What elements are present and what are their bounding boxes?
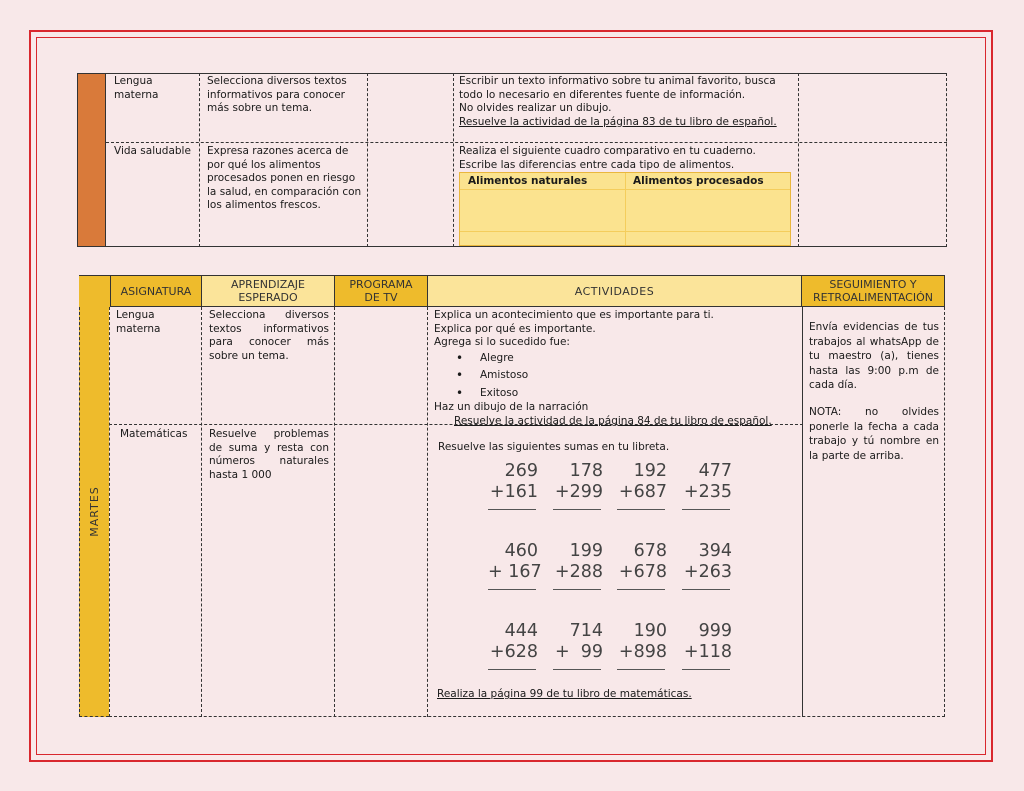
sum-addend-bottom: +898	[618, 642, 667, 662]
header-followup: SEGUIMIENTO Y RETROALIMENTACIÓN	[802, 275, 945, 307]
sum-line	[553, 669, 601, 670]
mood-options-list	[434, 352, 800, 401]
day-label: MARTES	[88, 486, 102, 537]
followup-text: Envía evidencias de tus trabajos al whatsApp de tu maestro (a), tienes hasta las 9:00 p.m de cada día.	[809, 321, 939, 391]
sum-problem	[553, 621, 603, 670]
main-row1-learning: Selecciona diversos textos informativos para conocer más sobre un tema.	[209, 309, 329, 362]
sum-problem	[682, 621, 732, 670]
main-row1-activity	[434, 309, 800, 428]
book-page-link[interactable]: Resuelve la actividad de la página 83 de tu libro de español.	[459, 115, 777, 128]
main-col-divider	[109, 307, 202, 717]
activity-line: Escribir un texto informativo sobre tu animal favorito, busca	[459, 75, 776, 87]
sum-addend-bottom: +288	[554, 562, 603, 582]
sum-addend-top: 192	[633, 461, 667, 481]
main-row1-subject: Lengua materna	[116, 309, 161, 335]
sum-addend-bottom: + 167	[488, 562, 542, 582]
comparison-table	[459, 172, 791, 246]
header-tv: PROGRAMA DE TV	[335, 275, 428, 307]
header-activities: ACTIVIDADES	[428, 275, 802, 307]
sum-line	[617, 669, 665, 670]
sum-addend-top: 999	[698, 621, 732, 641]
main-row2-subject: Matemáticas	[120, 428, 188, 440]
sum-problem	[682, 541, 732, 590]
followup-note: NOTA: no olvides ponerle la fecha a cada trabajo y tú nombre en la parte de arriba.	[809, 406, 939, 462]
comparison-header-natural: Alimentos naturales	[468, 175, 588, 187]
header-corner	[79, 275, 110, 307]
sum-addend-bottom: +118	[683, 642, 732, 662]
activity-line: Realiza el siguiente cuadro comparativo en tu cuaderno.	[459, 145, 756, 157]
sum-line	[553, 509, 601, 510]
comparison-divider	[460, 189, 790, 190]
sum-addend-top: 477	[698, 461, 732, 481]
activity-line: Explica por qué es importante.	[434, 322, 596, 335]
list-item: • Alegre	[480, 352, 800, 366]
sum-line	[682, 509, 730, 510]
book-page-link[interactable]: Resuelve la actividad de la página 84 de tu libro de español.	[454, 414, 772, 427]
sum-problem	[488, 621, 538, 670]
sum-line	[488, 509, 536, 510]
sum-problem	[617, 541, 667, 590]
sum-problem	[617, 461, 667, 510]
sum-addend-bottom: +678	[618, 562, 667, 582]
sum-problem	[488, 461, 538, 510]
sum-addend-bottom: +687	[618, 482, 667, 502]
sum-line	[553, 589, 601, 590]
sum-line	[682, 589, 730, 590]
activity-line: Escribe las diferencias entre cada tipo de alimentos.	[459, 158, 735, 171]
comparison-divider	[625, 173, 626, 245]
sum-addend-bottom: +263	[683, 562, 732, 582]
list-item: • Amistoso	[480, 369, 800, 383]
sum-addend-bottom: +235	[683, 482, 732, 502]
top-row2-subject: Vida saludable	[114, 145, 191, 157]
sum-addend-top: 460	[504, 541, 538, 561]
top-row2-activity	[459, 145, 797, 172]
sum-addend-top: 394	[698, 541, 732, 561]
sum-addend-top: 678	[633, 541, 667, 561]
activity-line: Agrega si lo sucedido fue:	[434, 336, 570, 348]
day-strip	[79, 307, 109, 717]
main-row2-learning: Resuelve problemas de suma y resta con números naturales hasta 1 000	[209, 428, 329, 481]
activity-line: Explica un acontecimiento que es importante para ti.	[434, 309, 714, 321]
sum-problem	[617, 621, 667, 670]
top-row1-learning: Selecciona diversos textos informativos para conocer más sobre un tema.	[207, 75, 347, 114]
sum-line	[617, 589, 665, 590]
sum-problem	[682, 461, 732, 510]
sum-addend-top: 178	[569, 461, 603, 481]
sum-addend-top: 199	[569, 541, 603, 561]
sum-line	[488, 589, 536, 590]
comparison-header-processed: Alimentos procesados	[633, 175, 764, 187]
sum-line	[682, 669, 730, 670]
sum-addend-bottom: +299	[554, 482, 603, 502]
top-row1-activity	[459, 75, 797, 129]
top-row1-subject: Lengua materna	[114, 75, 159, 101]
sum-problem	[553, 541, 603, 590]
top-col-divider	[368, 73, 454, 247]
main-col-divider	[335, 307, 428, 717]
sum-addend-top: 444	[504, 621, 538, 641]
activity-line: No olvides realizar un dibujo.	[459, 102, 612, 114]
sum-addend-top: 190	[633, 621, 667, 641]
activity-line: todo lo necesario en diferentes fuente de información.	[459, 88, 746, 101]
sum-addend-bottom: +628	[489, 642, 538, 662]
comparison-divider	[460, 231, 790, 232]
list-item: • Exitoso	[480, 387, 800, 401]
sums-intro: Resuelve las siguientes sumas en tu libreta.	[438, 441, 670, 453]
sum-addend-bottom: +161	[489, 482, 538, 502]
header-learning: APRENDIZAJE ESPERADO	[202, 275, 335, 307]
sum-addend-top: 269	[504, 461, 538, 481]
main-col-divider	[202, 307, 335, 717]
sum-problem	[553, 461, 603, 510]
book-page-link[interactable]: Realiza la página 99 de tu libro de matemáticas.	[437, 688, 692, 700]
sum-line	[488, 669, 536, 670]
sum-addend-bottom: + 99	[554, 642, 603, 662]
sum-addend-top: 714	[569, 621, 603, 641]
sum-line	[617, 509, 665, 510]
drawing-instruction: Haz un dibujo de la narración	[434, 401, 589, 413]
sum-problem	[488, 541, 542, 590]
top-row2-learning: Expresa razones acerca de por qué los alimentos procesados ponen en riesgo la salud, en comparación con los alimentos frescos.	[207, 145, 362, 211]
header-subject: ASIGNATURA	[110, 275, 202, 307]
